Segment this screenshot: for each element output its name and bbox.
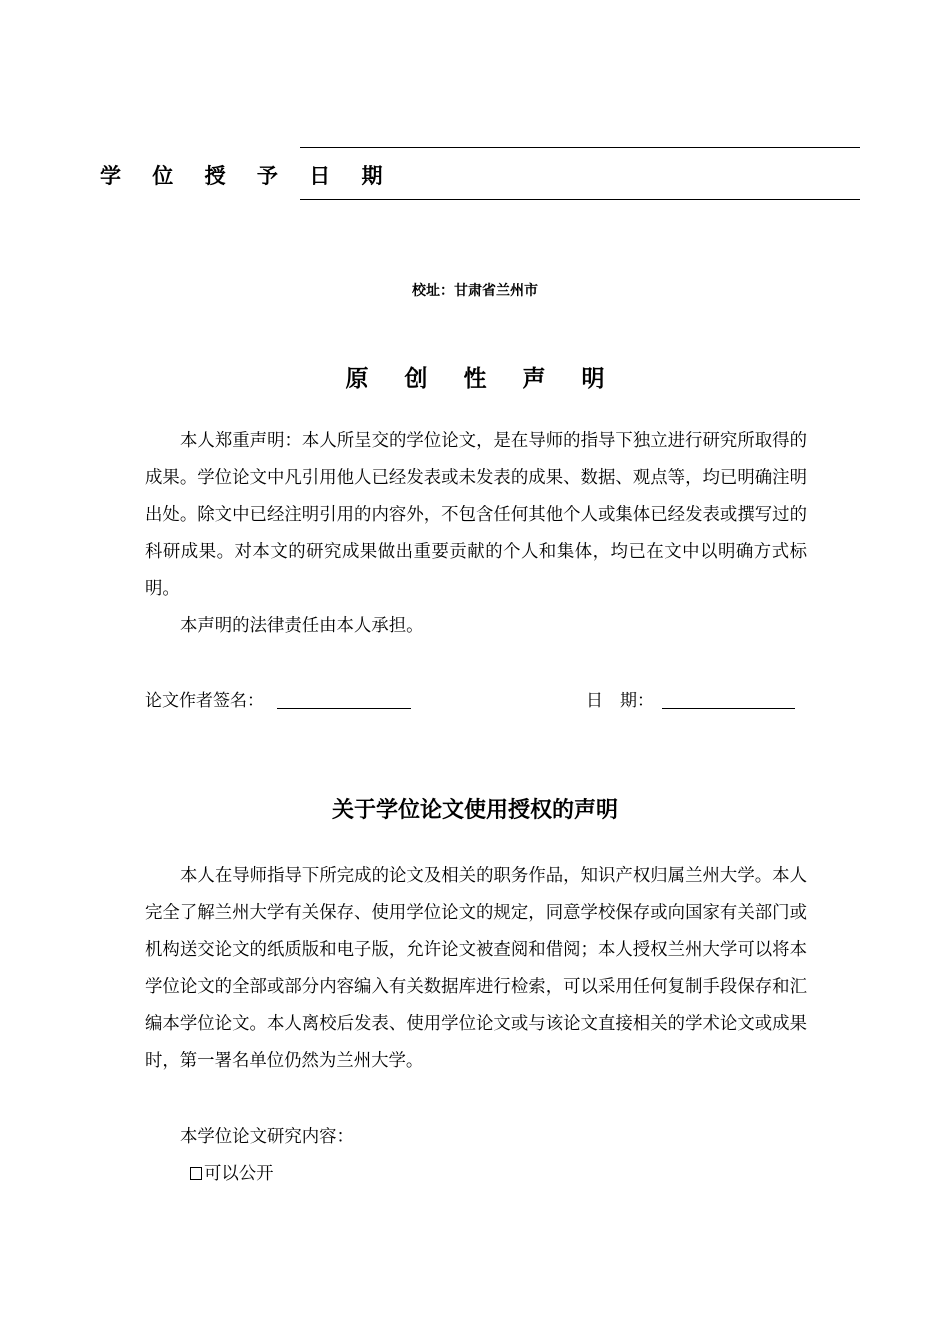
school-address: 校址：甘肃省兰州市	[412, 283, 538, 299]
option-public[interactable]	[190, 1156, 274, 1193]
originality-paragraph: 本人郑重声明：本人所呈交的学位论文，是在导师的指导下独立进行研究所取得的成果。学位论文中凡引用他人已经发表或未发表的成果、数据、观点等，均已明确注明出处。除文中已经注明引用的内容外，不包含任何其他个人或集体已经发表或撰写过的科研成果。对本文的研究成果做出重要贡献的个人和集体，均已在文中以明确方式标明。	[145, 431, 807, 599]
authorization-paragraph: 本人在导师指导下所完成的论文及相关的职务作品，知识产权归属兰州大学。本人完全了解兰州大学有关保存、使用学位论文的规定，同意学校保存或向国家有关部门或机构送交论文的纸质版和电子版，允许论文被查阅和借阅；本人授权兰州大学可以将本学位论文的全部或部分内容编入有关数据库进行检索，可以采用任何复制手段保存和汇编本学位论文。本人离校后发表、使用学位论文或与该论文直接相关的学术论文或成果时，第一署名单位仍然为兰州大学。	[145, 866, 807, 1071]
liability-paragraph: 本声明的法律责任由本人承担。	[180, 616, 424, 636]
author-signature-label: 论文作者签名：	[145, 691, 264, 711]
date-field-top-rule	[300, 147, 860, 148]
public-checkbox[interactable]	[190, 1167, 202, 1180]
degree-date-label: 学 位 授 予 日 期	[100, 164, 395, 188]
date-field-line	[300, 199, 860, 200]
originality-title: 原 创 性 声 明	[345, 366, 619, 392]
author-signature-line	[277, 708, 411, 709]
research-content-label: 本学位论文研究内容：	[180, 1127, 354, 1147]
option-public-label: 可以公开	[204, 1164, 274, 1184]
signature-date-label: 日 期：	[586, 691, 654, 711]
signature-date-line	[662, 708, 795, 709]
authorization-title: 关于学位论文使用授权的声明	[331, 798, 618, 823]
